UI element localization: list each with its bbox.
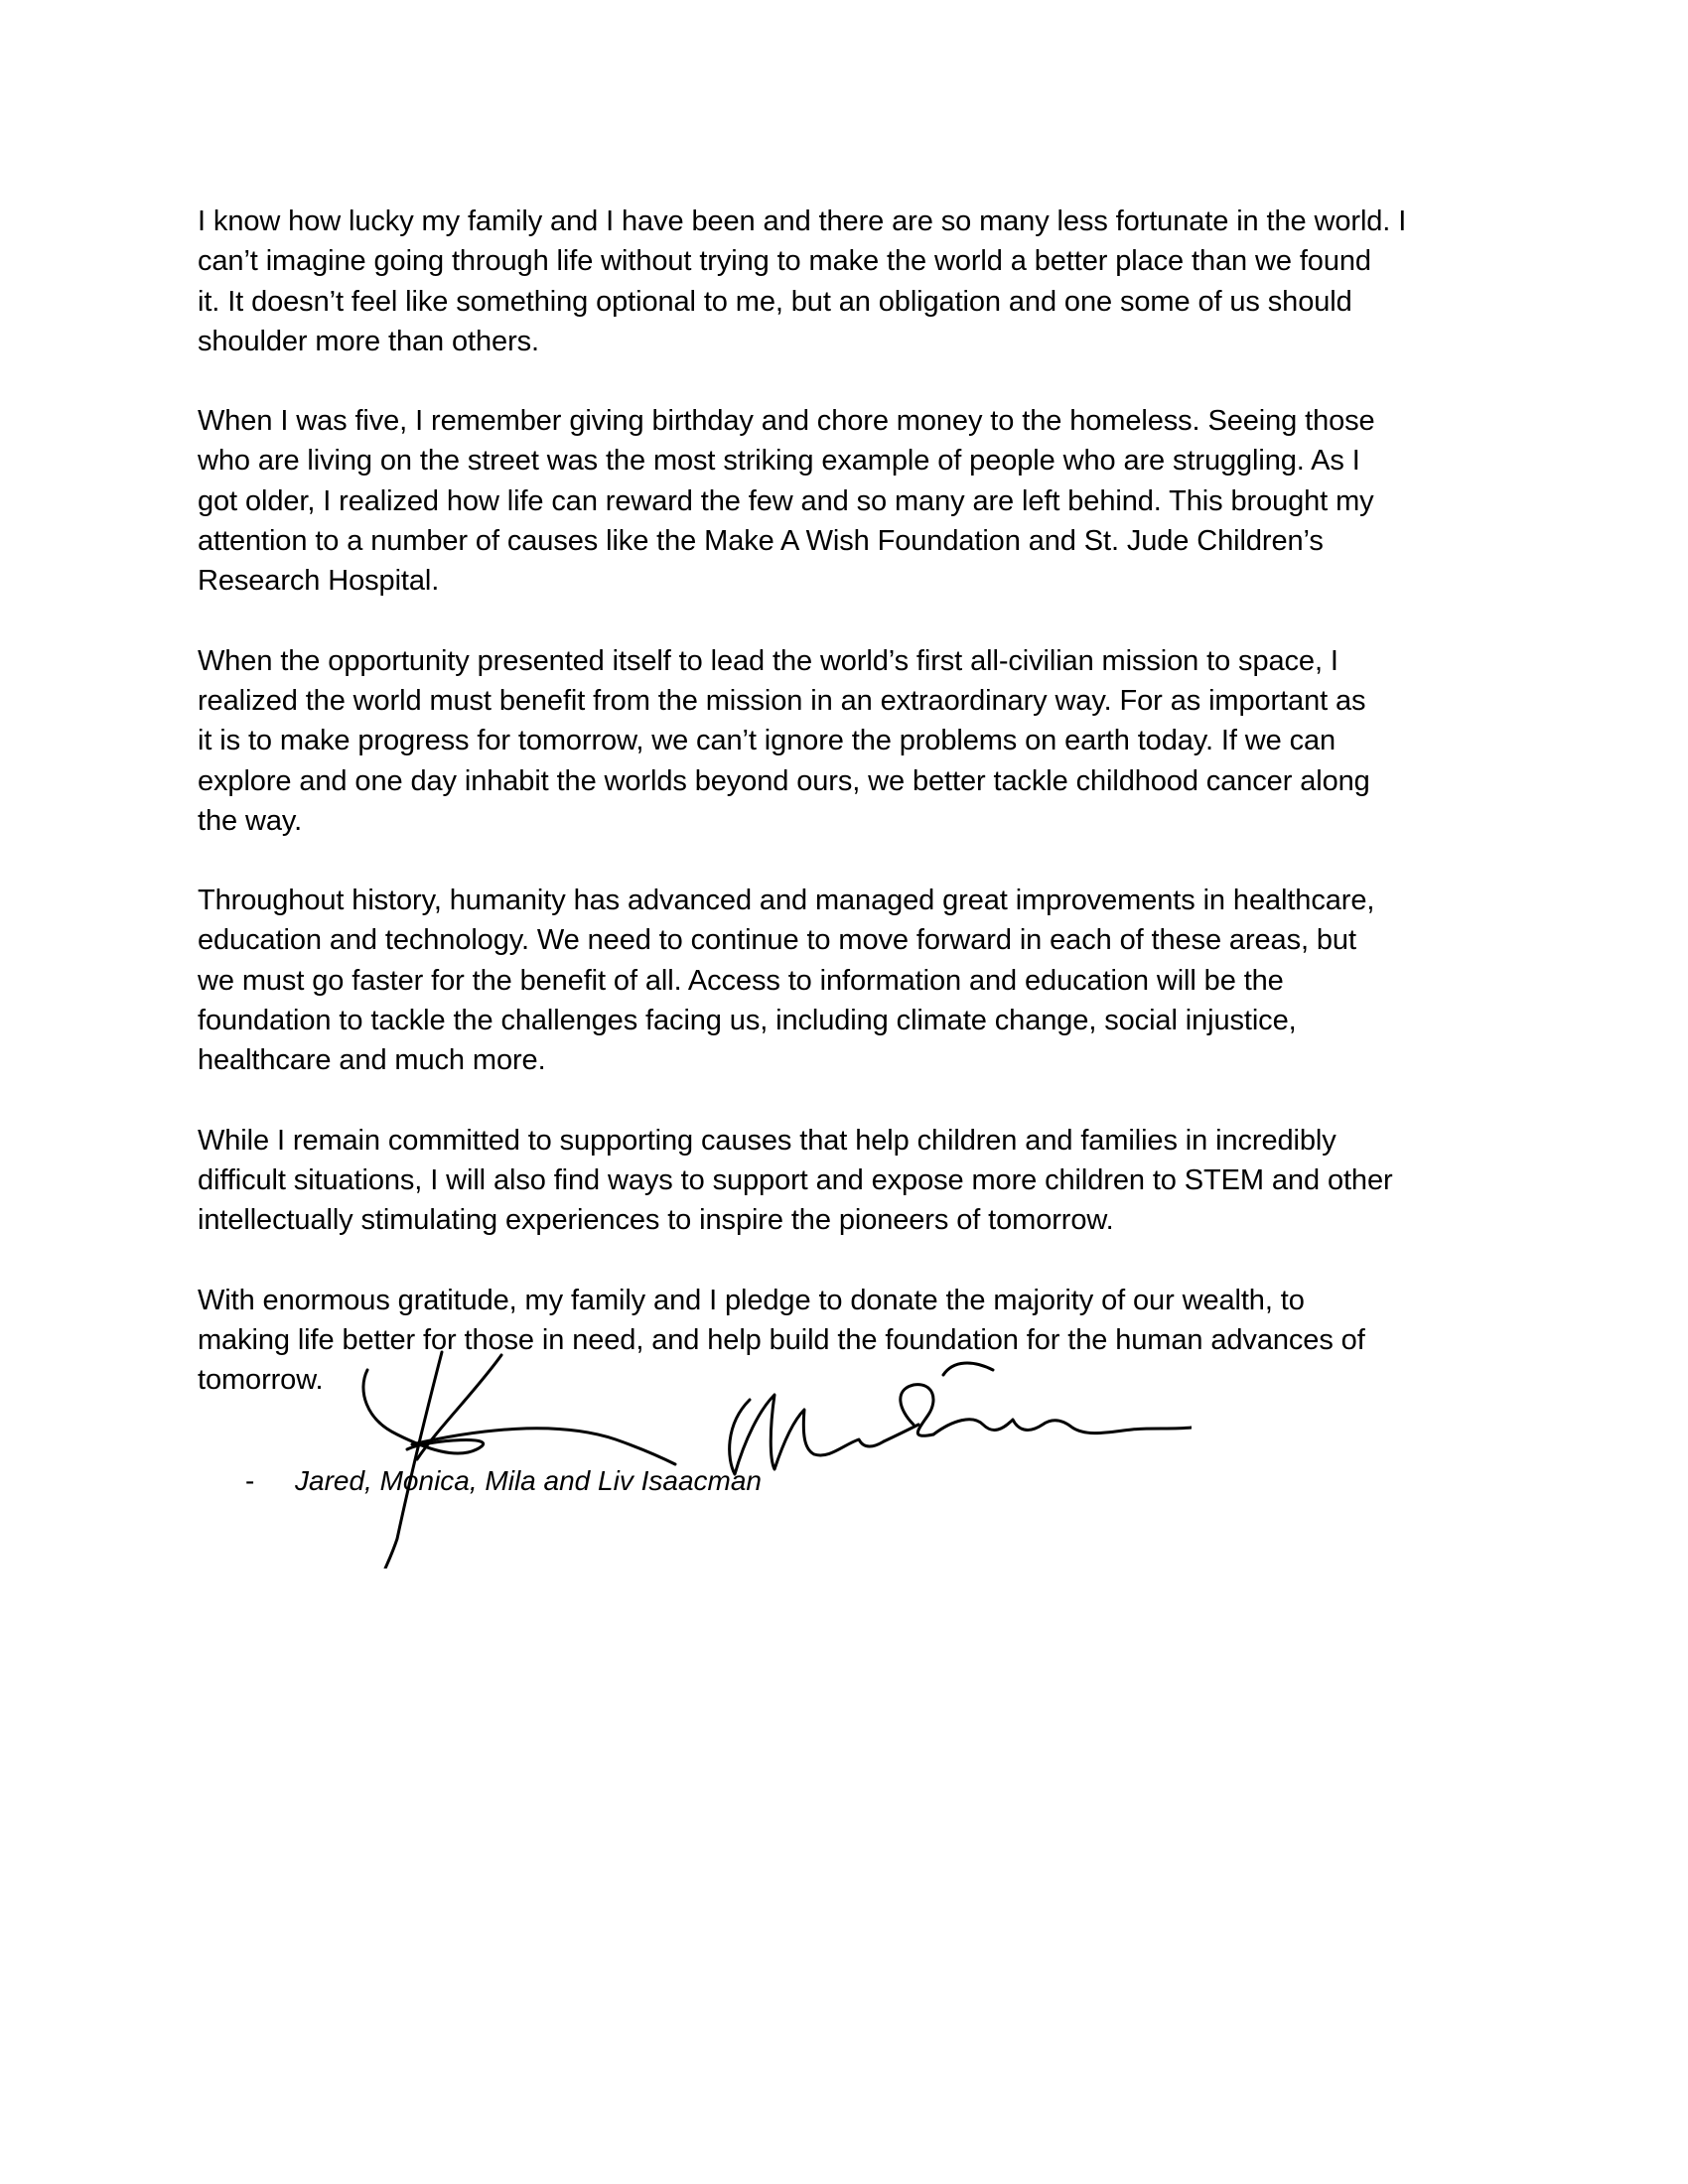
paragraph-gratitude-intro: I know how lucky my family and I have been and there are so many less fortunate in the world. I can’t imagine going through life without trying to make the world a better place than we found it. It doesn’t feel like something optional to me, but an obligation and one some of us should shoulder more than others.	[198, 205, 1407, 357]
letter-body	[198, 202, 1498, 1439]
signoff-dash: -	[245, 1465, 255, 1496]
signoff-names: Jared, Monica, Mila and Liv Isaacman	[295, 1465, 762, 1496]
paragraph-stem-commitment: While I remain committed to supporting causes that help children and families in incredibly difficult situations, I will also find ways to support and expose more children to STEM and other intellectually stimulating experiences to inspire the pioneers of tomorrow.	[198, 1124, 1393, 1237]
paragraph-space-mission: When the opportunity presented itself to lead the world’s first all-civilian mission to space, I realized the world must benefit from the mission in an extraordinary way. For as important as it is to make progress for tomorrow, we can’t ignore the problems on earth today. If we can explore and one day inhabit the worlds beyond ours, we better tackle childhood cancer along the way.	[198, 644, 1370, 837]
paragraph-pledge: With enormous gratitude, my family and I pledge to donate the majority of our wealth, to making life better for those in need, and help build the foundation for the human advances of tomorrow.	[198, 1284, 1365, 1397]
signoff-line	[245, 1461, 762, 1501]
paragraph-humanity-progress: Throughout history, humanity has advanced and managed great improvements in healthcare, education and technology. We need to continue to move forward in each of these areas, but we must go faster for the benefit of all. Access to information and education will be the foundation to tackle the challenges facing us, including climate change, social injustice, healthcare and much more.	[198, 885, 1375, 1077]
paragraph-childhood-giving: When I was five, I remember giving birthday and chore money to the homeless. Seeing those who are living on the street was the most striking example of people who are struggling. As I got older, I realized how life can reward the few and so many are left behind. This brought my attention to a number of causes like the Make A Wish Foundation and St. Jude Children’s Research Hospital.	[198, 405, 1375, 598]
